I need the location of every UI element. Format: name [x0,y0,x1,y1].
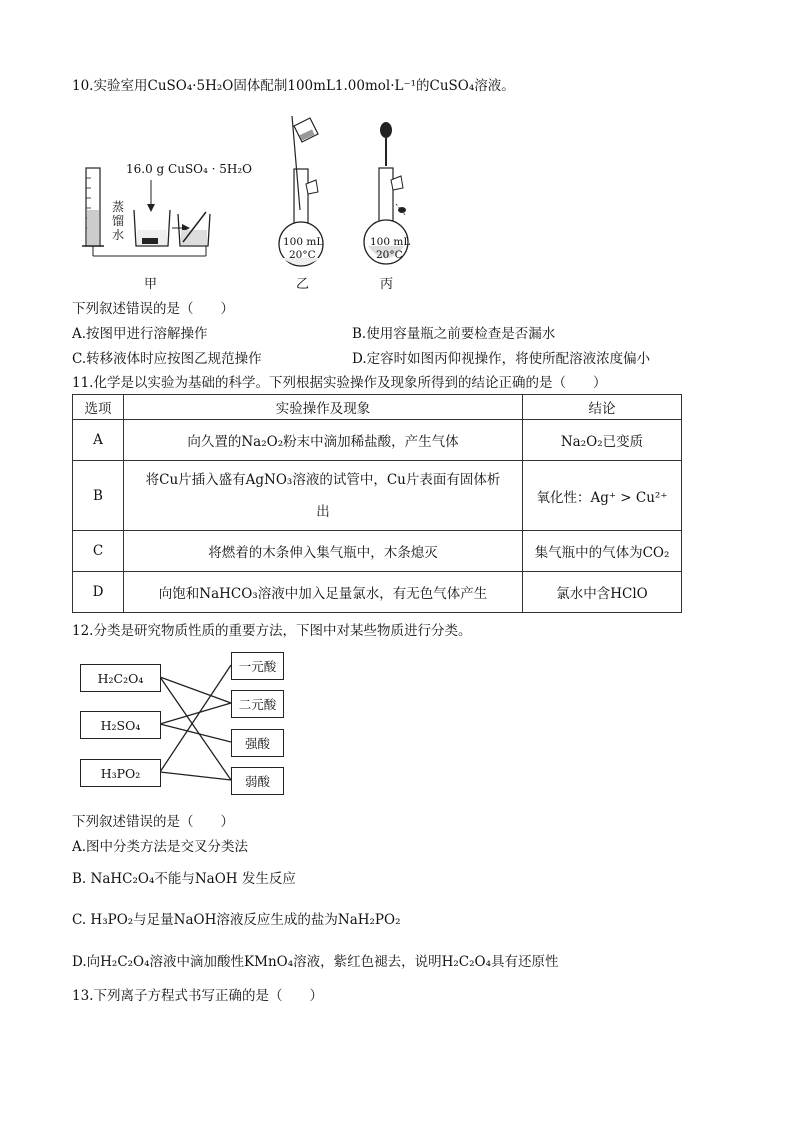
q10-stem: 10.实验室用CuSO₄·5H₂O固体配制100mL1.00mol·L⁻¹的CuSO₄溶液。 [72,78,515,94]
q12-question: 下列叙述错误的是（ ） [72,814,234,830]
fig-water-label-3: 水 [112,228,125,242]
classify-right-weak: 弱酸 [231,767,284,795]
fig-mass-label: 16.0 g CuSO₄ · 5H₂O [126,162,252,176]
q10-option-d: D.定容时如图丙仰视操作，将使所配溶液浓度偏小 [352,351,651,367]
q12-option-d: D.向H₂C₂O₄溶液中滴加酸性KMnO₄溶液，紫红色褪去，说明H₂C₂O₄具有还原性 [72,954,559,970]
bing-flask-label-1: 100 mL [370,236,411,248]
row-conclusion: 集气瓶中的气体为CO₂ [523,531,682,572]
classify-right-monoprotic: 一元酸 [231,652,284,680]
q10-option-c: C.转移液体时应按图乙规范操作 [72,351,262,367]
row-operation: 将燃着的木条伸入集气瓶中，木条熄灭 [124,531,523,572]
classify-right-diprotic: 二元酸 [231,690,284,718]
row-conclusion: 氯水中含HClO [523,572,682,613]
yi-flask-label-2: 20°C [289,249,316,261]
q10-option-a: A.按图甲进行溶解操作 [72,326,208,342]
classify-right-strong: 强酸 [231,729,284,757]
q12-stem: 12.分类是研究物质性质的重要方法，下图中对某些物质进行分类。 [72,623,472,639]
header-option: 选项 [73,395,124,420]
row-option: C [73,531,124,572]
q12-option-a: A.图中分类方法是交叉分类法 [72,839,249,855]
q13-stem: 13.下列离子方程式书写正确的是（ ） [72,988,323,1004]
row-option: A [73,420,124,461]
fig-water-label-1: 蒸 [112,200,125,214]
caption-bing: 丙 [380,277,394,292]
row-option: D [73,572,124,613]
q10-option-b: B.使用容量瓶之前要检查是否漏水 [352,326,556,342]
q10-question: 下列叙述错误的是（ ） [72,301,234,317]
row-option: B [73,461,124,531]
classify-left-h2so4: H₂SO₄ [80,711,161,739]
row-conclusion: 氧化性：Ag⁺ > Cu²⁺ [523,461,682,531]
header-operation: 实验操作及现象 [124,395,523,420]
header-conclusion: 结论 [523,395,682,420]
caption-yi: 乙 [296,277,310,292]
q12-option-c: C. H₃PO₂与足量NaOH溶液反应生成的盐为NaH₂PO₂ [72,912,401,928]
q12-option-b: B. NaHC₂O₄不能与NaOH 发生反应 [72,871,296,887]
row-operation-line2: 出 [316,503,330,520]
classify-left-h2c2o4: H₂C₂O₄ [80,664,161,692]
row-operation-line1: 将Cu片插入盛有AgNO₃溶液的试管中，Cu片表面有固体析 [145,471,501,488]
q11-stem: 11.化学是以实验为基础的科学。下列根据实验操作及现象所得到的结论正确的是（ ） [72,375,607,391]
yi-flask-label-1: 100 mL [283,236,324,248]
fig-water-label-2: 馏 [112,214,125,228]
bing-flask-label-2: 20°C [376,249,403,261]
classify-left-h3po2: H₃PO₂ [80,759,161,787]
caption-jia: 甲 [144,277,158,292]
row-operation: 向久置的Na₂O₂粉末中滴加稀盐酸，产生气体 [124,420,523,461]
row-operation: 向饱和NaHCO₃溶液中加入足量氯水，有无色气体产生 [124,572,523,613]
row-conclusion: Na₂O₂已变质 [523,420,682,461]
